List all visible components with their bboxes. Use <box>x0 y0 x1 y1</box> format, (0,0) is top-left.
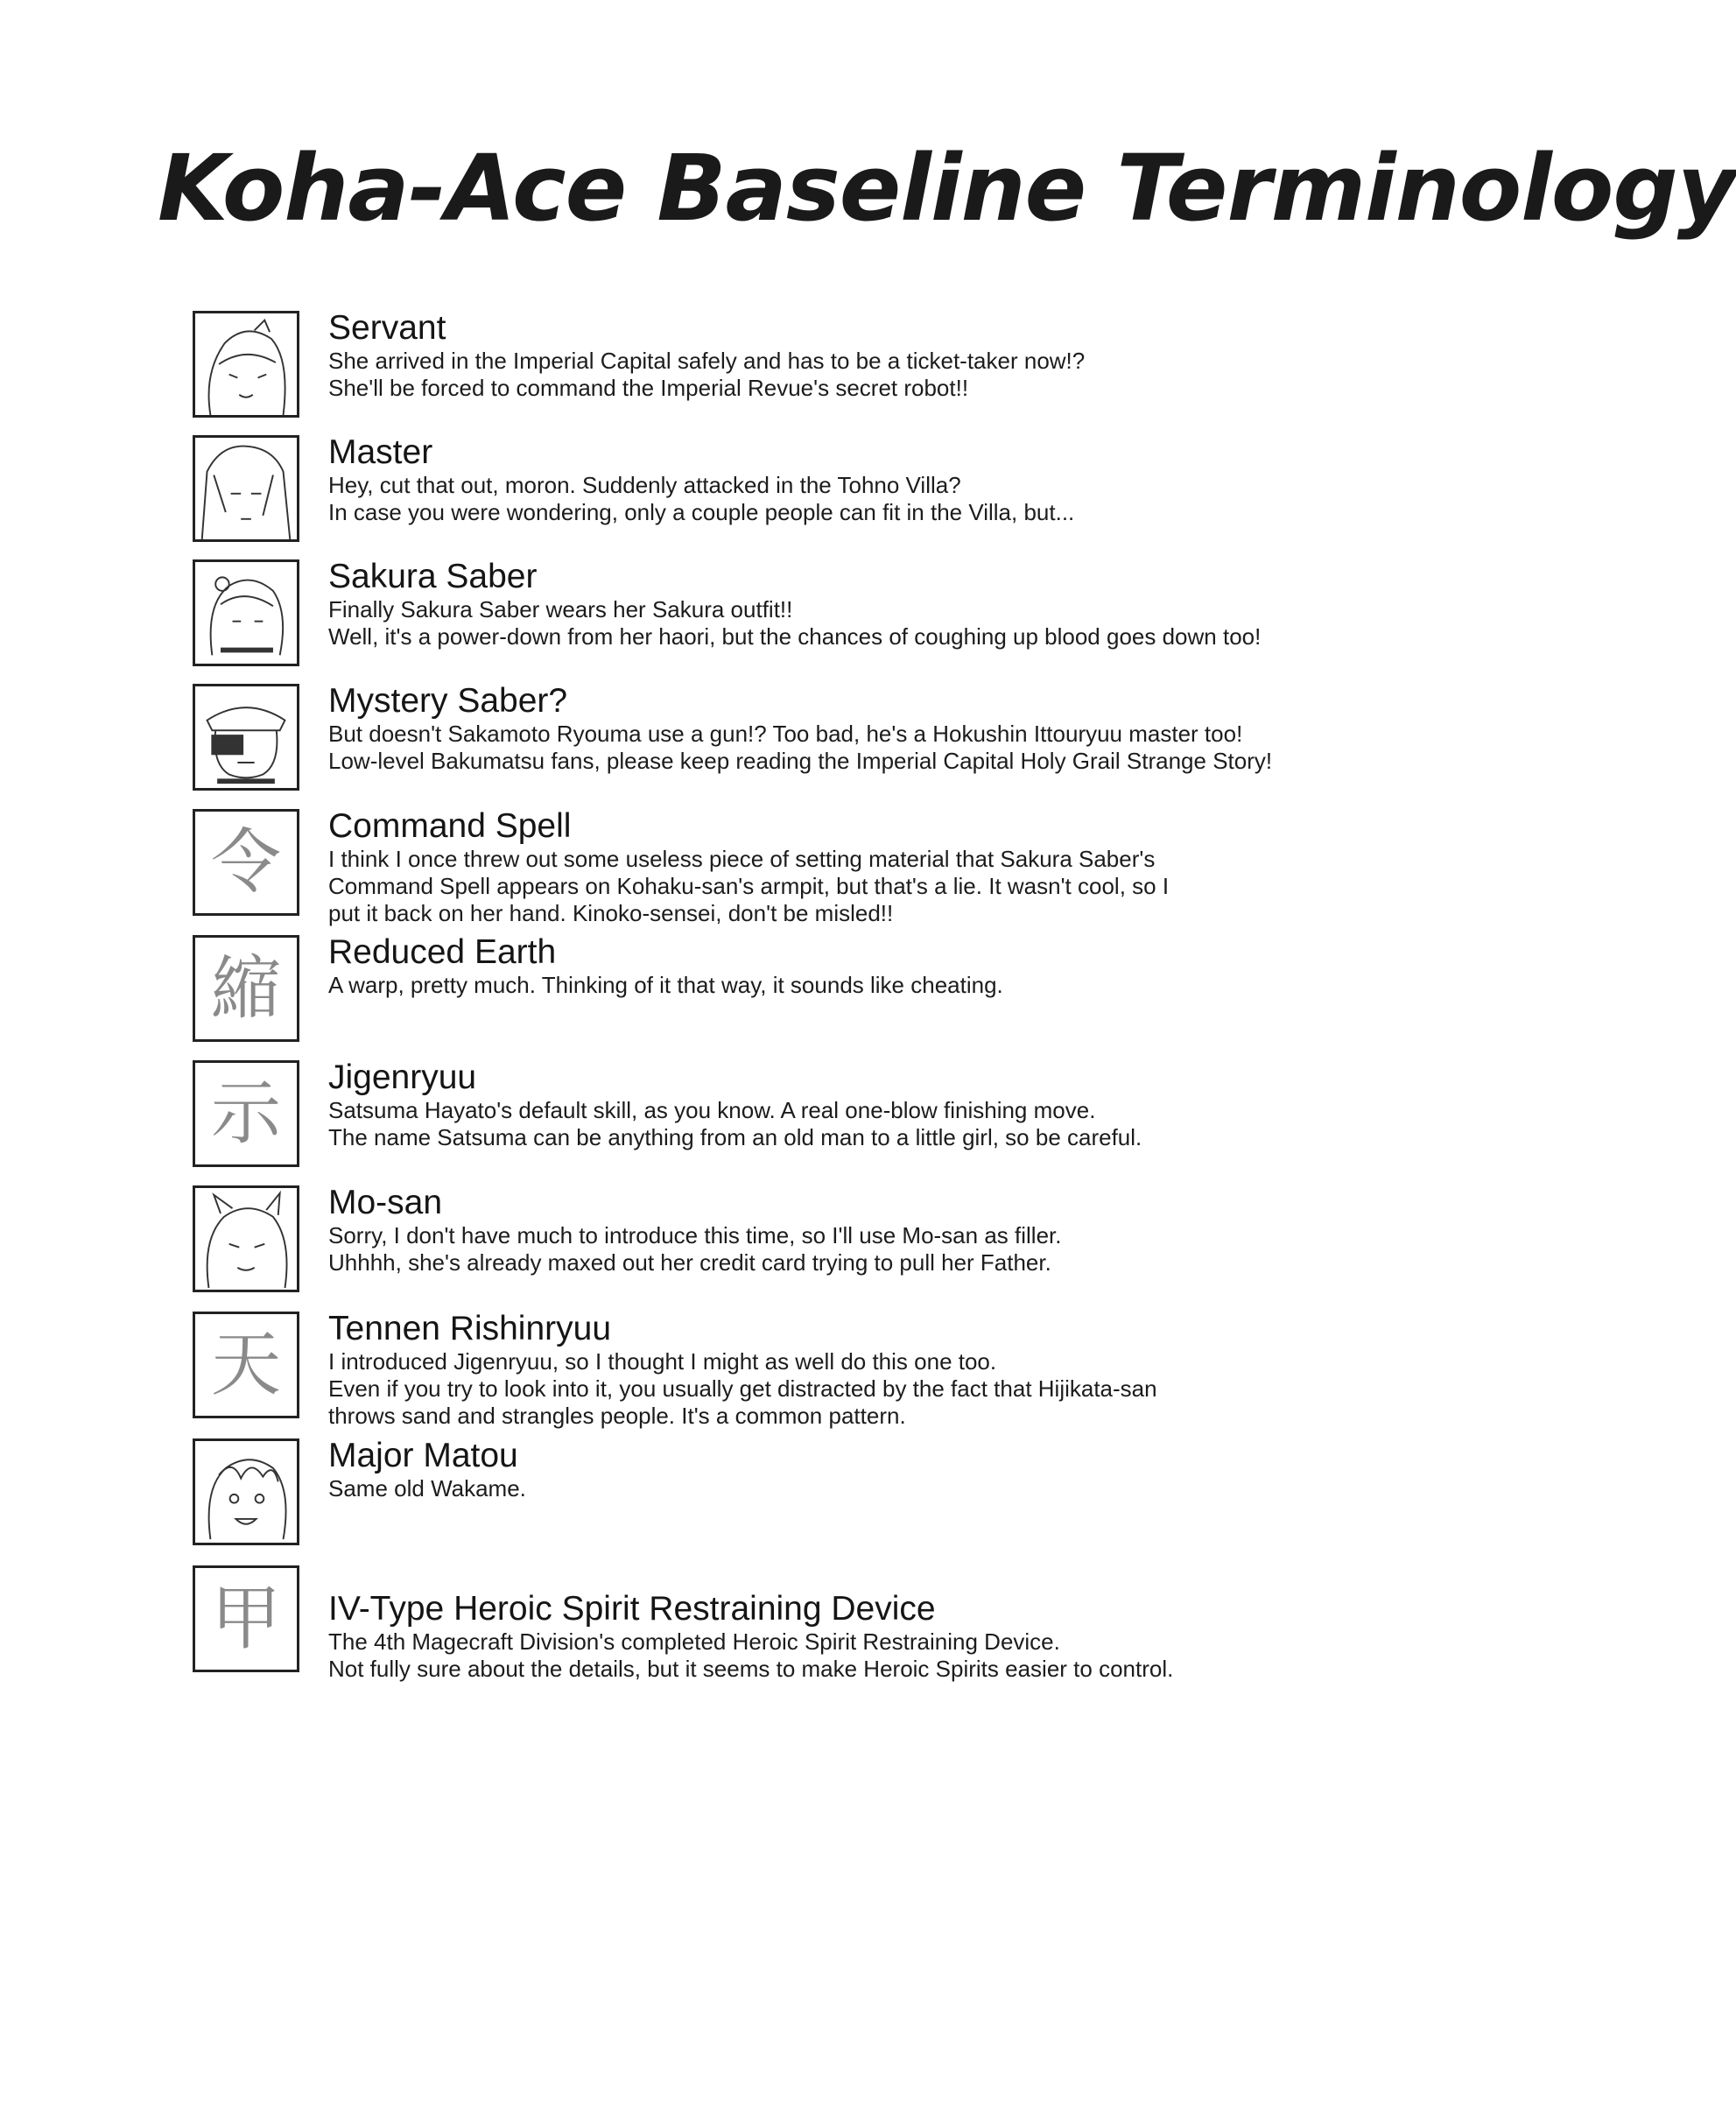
entry-description: I think I once threw out some useless piece of setting material that Sakura Saber's Command Spell appears on Kohaku-san's armpit, but that's a lie. It wasn't cool, so I put it back on her hand. Kinoko-sensei, don't be misled!! <box>328 846 1170 926</box>
glossary-entry-sakura-saber <box>193 559 1436 673</box>
entry-term: Mystery Saber? <box>328 682 568 720</box>
kanji-kou-icon: 甲 <box>193 1565 299 1672</box>
glossary-entry-servant <box>193 311 1436 425</box>
glossary-entry-iv-type-device <box>193 1565 1436 1682</box>
kanji-shuku-icon: 縮 <box>193 935 299 1042</box>
entry-description: Same old Wakame. <box>328 1475 526 1502</box>
glossary-entry-master <box>193 435 1436 549</box>
glossary-entry-reduced-earth <box>193 935 1436 1049</box>
entry-description: Sorry, I don't have much to introduce this time, so I'll use Mo-san as filler. Uhhhh, she's already maxed out her credit card trying to pull her Father. <box>328 1222 1062 1276</box>
entry-term: Sakura Saber <box>328 558 538 595</box>
page-title: Koha-Ace Baseline Terminology <box>158 135 1736 242</box>
entry-description: She arrived in the Imperial Capital safely and has to be a ticket-taker now!? She'll be forced to command the Imperial Revue's secret robot!! <box>328 348 1086 401</box>
entry-description: The 4th Magecraft Division's completed Heroic Spirit Restraining Device. Not fully sure about the details, but it seems to make Heroic Spirits easier to control. <box>328 1628 1174 1682</box>
glossary-entry-major-matou <box>193 1438 1436 1552</box>
entry-description: Satsuma Hayato's default skill, as you know. A real one-blow finishing move. The name Satsuma can be anything from an old man to a little girl, so be careful. <box>328 1097 1142 1150</box>
entry-description: A warp, pretty much. Thinking of it that way, it sounds like cheating. <box>328 972 1003 998</box>
entry-term: Major Matou <box>328 1437 518 1474</box>
glossary-entry-jigenryuu <box>193 1060 1436 1174</box>
kanji-ji-icon: 示 <box>193 1060 299 1167</box>
glossary-entry-tennen-rishinryuu <box>193 1310 1436 1429</box>
mo-san-portrait-icon <box>193 1185 299 1292</box>
glossary-entry-mystery-saber <box>193 684 1436 798</box>
entry-description: Hey, cut that out, moron. Suddenly attacked in the Tohno Villa? In case you were wondering, only a couple people can fit in the Villa, but... <box>328 472 1075 525</box>
glossary-entry-command-spell <box>193 807 1436 926</box>
sakura-saber-portrait-icon <box>193 559 299 666</box>
master-portrait-icon <box>193 435 299 542</box>
entry-description: But doesn't Sakamoto Ryouma use a gun!? Too bad, he's a Hokushin Ittouryuu master too! Low-level Bakumatsu fans, please keep reading the Imperial Capital Holy Grail Strange Story! <box>328 721 1273 774</box>
entry-term: Tennen Rishinryuu <box>328 1310 612 1347</box>
kanji-ten-icon: 天 <box>193 1312 299 1418</box>
glossary-entry-mo-san <box>193 1185 1436 1299</box>
entry-term: Mo-san <box>328 1184 443 1221</box>
kanji-rei-icon: 令 <box>193 809 299 916</box>
entry-term: IV-Type Heroic Spirit Restraining Device <box>328 1590 936 1628</box>
entry-description: Finally Sakura Saber wears her Sakura outfit!! Well, it's a power-down from her haori, but the chances of coughing up blood goes down too! <box>328 596 1262 650</box>
major-matou-portrait-icon <box>193 1438 299 1545</box>
entry-term: Servant <box>328 309 446 347</box>
servant-portrait-icon <box>193 311 299 418</box>
entry-term: Reduced Earth <box>328 933 557 971</box>
mystery-saber-portrait-icon <box>193 684 299 791</box>
entry-term: Jigenryuu <box>328 1059 477 1096</box>
entry-description: I introduced Jigenryuu, so I thought I might as well do this one too. Even if you try to look into it, you usually get distracted by the fact that Hijikata-san throws sand and strangles people. It's a common pattern. <box>328 1348 1157 1429</box>
entry-term: Master <box>328 433 433 471</box>
entry-term: Command Spell <box>328 807 572 845</box>
